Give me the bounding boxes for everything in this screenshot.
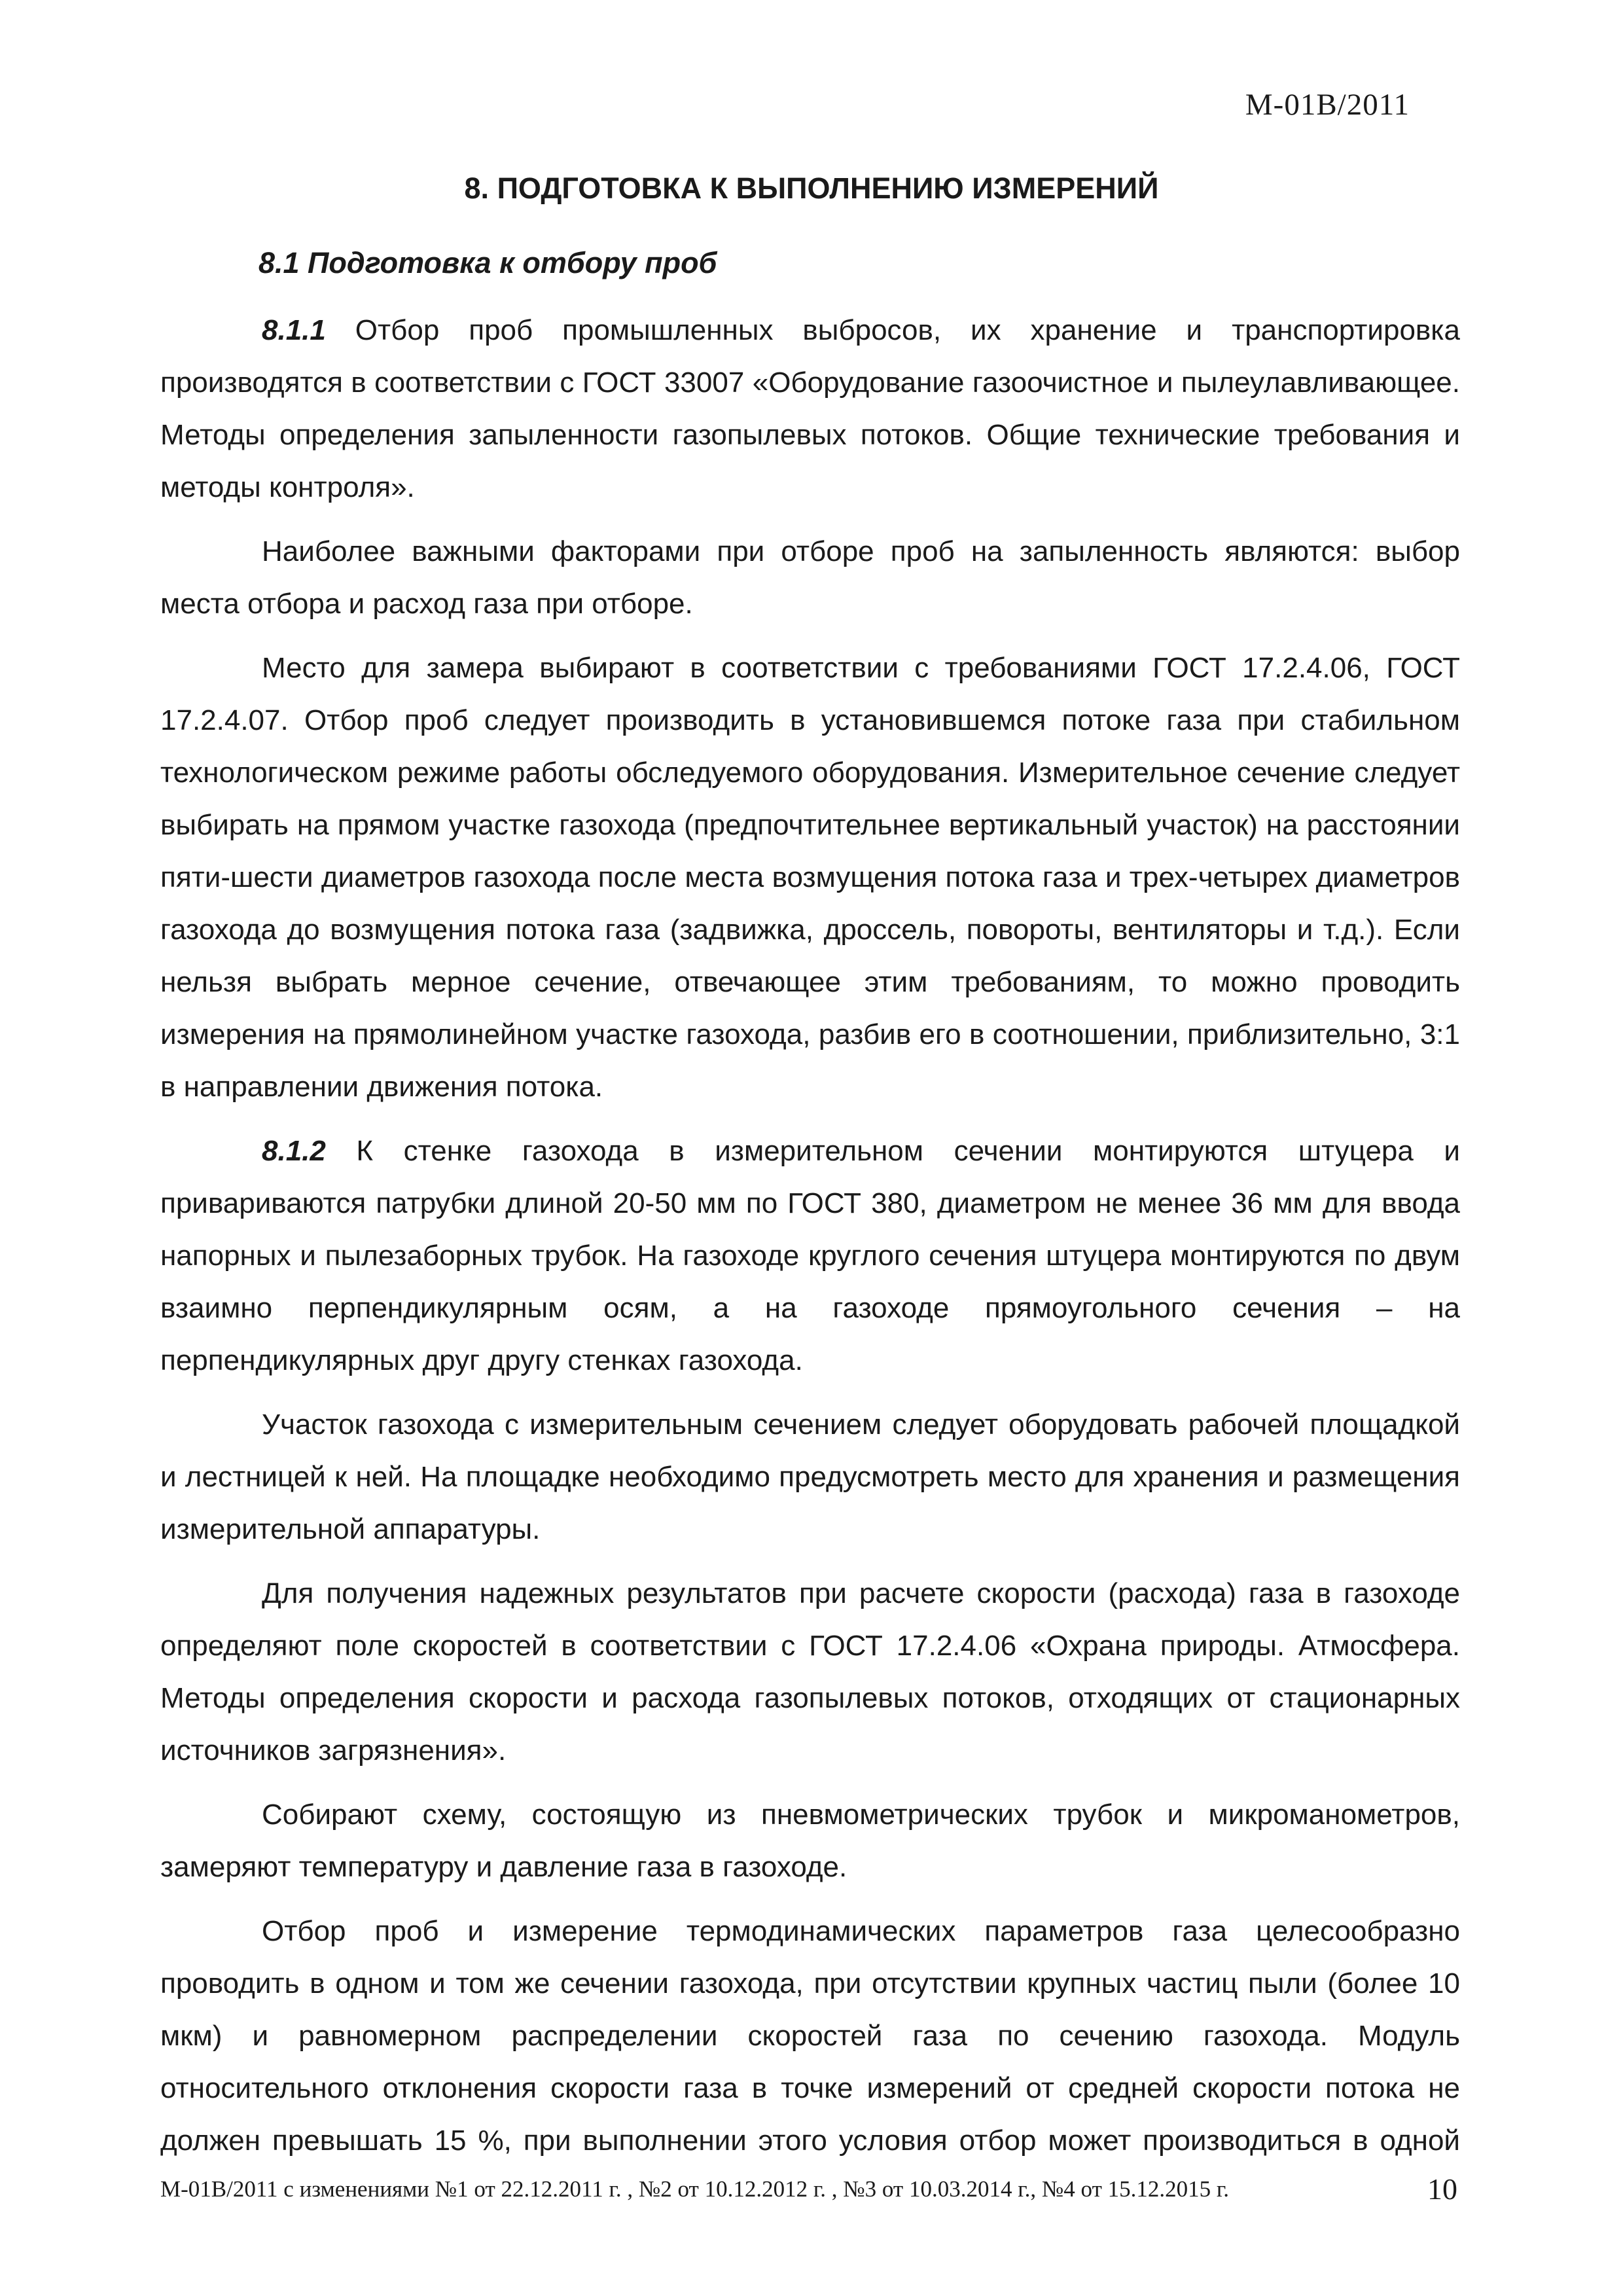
paragraph-text: Отбор проб промышленных выбросов, их хранение и транспортировка производятся в соответствии с ГОСТ 33007 «Оборудование газоочистное и пылеулавливающее. Методы определения запыленности газопылевых потоков. Общие технические требования и методы контроля». bbox=[160, 314, 1460, 503]
section-title: 8. ПОДГОТОВКА К ВЫПОЛНЕНИЮ ИЗМЕРЕНИЙ bbox=[464, 171, 1159, 205]
paragraph: Отбор проб и измерение термодинамических параметров газа целесообразно проводить в одном и том же сечении газохода, при отсутствии крупных частиц пыли (более 10 мкм) и равномерном распределении скоростей газа по сечению газохода. Модуль относительного отклонения скорости газа в точке измерений от средней скорости потока не должен превышать 15 %, при выполнении этого условия отбор может производиться в одной bbox=[160, 1915, 1460, 2157]
paragraph: Участок газохода с измерительным сечением следует оборудовать рабочей площадкой и лестницей к ней. На площадке необходимо предусмотреть место для хранения и размещения измерительной аппаратуры. bbox=[160, 1408, 1460, 1545]
paragraph: Наиболее важными факторами при отборе проб на запыленность являются: выбор места отбора и расход газа при отборе. bbox=[160, 535, 1460, 620]
body-text bbox=[160, 304, 1460, 2167]
clause-number: 8.1.2 bbox=[262, 1135, 326, 1167]
subsection-title: 8.1 Подготовка к отбору проб bbox=[259, 246, 717, 279]
paragraph bbox=[160, 1125, 1460, 1387]
paragraph: Собирают схему, состоящую из пневмометрических трубок и микроманометров, замеряют температуру и давление газа в газоходе. bbox=[160, 1799, 1460, 1883]
paragraph: Место для замера выбирают в соответствии с требованиями ГОСТ 17.2.4.06, ГОСТ 17.2.4.07. Отбор проб следует производить в установившемся потоке газа при стабильном технологическом режиме работы обследуемого оборудования. Измерительное сечение следует выбирать на прямом участке газохода (предпочтительнее вертикальный участок) на расстоянии пяти-шести диаметров газохода после места возмущения потока газа и трех-четырех диаметров газохода до возмущения потока газа (задвижка, дроссель, повороты, вентиляторы и т.д.). Если нельзя выбрать мерное сечение, отвечающее этим требованиям, то можно проводить измерения на прямолинейном участке газохода, разбив его в соотношении, приблизительно, 3:1 в направлении движения потока. bbox=[160, 652, 1460, 1103]
clause-number: 8.1.1 bbox=[262, 314, 326, 346]
paragraph-text: К стенке газохода в измерительном сечении монтируются штуцера и привариваются патрубки длиной 20-50 мм по ГОСТ 380, диаметром не менее 36 мм для ввода напорных и пылезаборных трубок. На газоходе круглого сечения штуцера монтируются по двум взаимно перпендикулярным осям, а на газоходе прямоугольного сечения – на перпендикулярных друг другу стенках газохода. bbox=[160, 1135, 1460, 1376]
document-code: М-01В/2011 bbox=[1245, 88, 1410, 122]
paragraph bbox=[160, 304, 1460, 514]
paragraph: Для получения надежных результатов при расчете скорости (расхода) газа в газоходе определяют поле скоростей в соответствии с ГОСТ 17.2.4.06 «Охрана природы. Атмосфера. Методы определения скорости и расхода газопылевых потоков, отходящих от стационарных источников загрязнения». bbox=[160, 1577, 1460, 1767]
page-number: 10 bbox=[1427, 2172, 1457, 2206]
revision-footer: М-01В/2011 с изменениями №1 от 22.12.2011 г. , №2 от 10.12.2012 г. , №3 от 10.03.2014 г., №4 от 15.12.2015 г. bbox=[160, 2176, 1230, 2202]
